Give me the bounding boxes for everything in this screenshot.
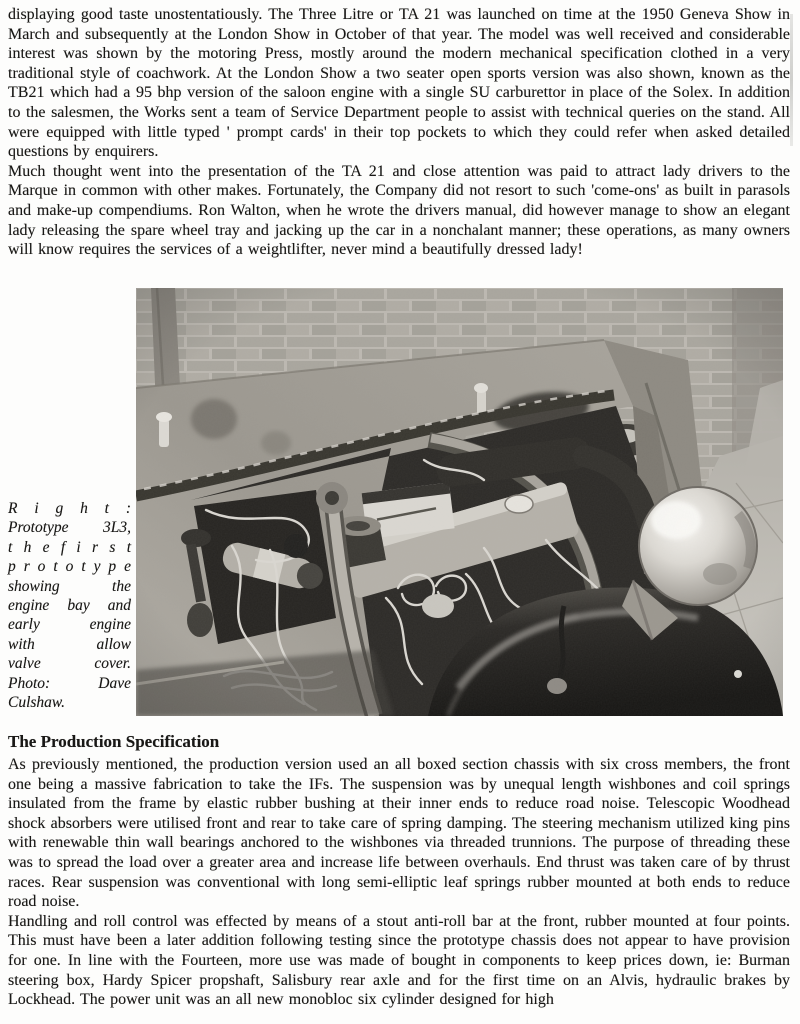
body-paragraph-3: As previously mentioned, the production version used an all boxed section chassis with six cross members, the front one being a massive fabrication to take the IFs. The suspension was by unequal length wishbones and coil springs insulated from the frame by elastic rubber bushing at their inner ends to reduce road noise. Telescopic Woodhead shock absorbers were utilised front and rear to take care of spring damping. The steering mechanism utilized king pins with renewable thin wall bearings anchored to the wishbones via threaded trunnions. The purpose of threading these was to spread the load over a greater area and increase life between overhauls. End thrust was taken care of by thrust races. Rear suspension was conventional with long semi-elliptic leaf springs rubber mounted at both ends to reduce road noise. <box>8 756 790 911</box>
bottom-text-block <box>8 731 790 1010</box>
caption-line: Prototype 3L3, <box>8 519 131 537</box>
top-text-block <box>8 5 790 260</box>
caption-line: R i g h t : <box>8 500 131 517</box>
caption-line: valve cover. <box>8 655 131 673</box>
caption-line: t h e f i r s t <box>8 538 131 556</box>
body-paragraph-2: Much thought went into the presentation of the TA 21 and close attention was paid to attract lady drivers to the Marque in common with other makes. Fortunately, the Company did not resort to such 'come-ons' as built in parasols and make-up compendiums. Ron Walton, when he wrote the drivers manual, did however manage to show an elegant lady releasing the spare wheel tray and jacking up the car in a nonchalant manner; these operations, as many owners will know requires the services of a weightlifter, never mind a beautifully dressed lady! <box>8 162 790 259</box>
caption-line: p r o t o t y p e <box>8 558 131 576</box>
scan-edge-artifact <box>790 14 793 146</box>
section-heading: The Production Specification <box>8 732 220 751</box>
caption-line: Culshaw. <box>8 694 65 712</box>
body-paragraph-1: displaying good taste unostentatiously. The Three Litre or TA 21 was launched on time at the 1950 Geneva Show in March and subsequently at the London Show in October of that year. The model was well received and considerable interest was shown by the motoring Press, mostly around the modern mechanical specification clothed in a very traditional style of coachwork. At the London Show a two seater open sports version was also shown, known as the TB21 which had a 95 bhp version of the saloon engine with a single SU carburettor in place of the Solex. In addition to the salesmen, the Works sent a team of Service Department people to assist with technical queries on the stand. All were equipped with little typed ' prompt cards' in their top pockets to which they could refer when asked detailed questions by enquirers. <box>8 6 790 161</box>
caption-line: showing the <box>8 577 131 595</box>
photo-caption <box>8 499 131 712</box>
engine-bay-photo <box>136 288 783 716</box>
caption-line: engine bay and <box>8 597 131 615</box>
photo-vignette <box>136 288 783 716</box>
caption-line: with allow <box>8 635 131 653</box>
body-paragraph-4: Handling and roll control was effected by means of a stout anti-roll bar at the front, rubber mounted at four points. This must have been a later addition following testing since the prototype chassis does not appear to have provision for one. In line with the Fourteen, more use was made of bought in components to keep prices down, ie: Burman steering box, Hardy Spicer propshaft, Salisbury rear axle and for the first time on an Alvis, hydraulic brakes by Lockhead. The power unit was an all new monobloc six cylinder designed for high <box>8 912 790 1009</box>
caption-line: early engine <box>8 616 131 634</box>
caption-line: Photo: Dave <box>8 674 131 692</box>
